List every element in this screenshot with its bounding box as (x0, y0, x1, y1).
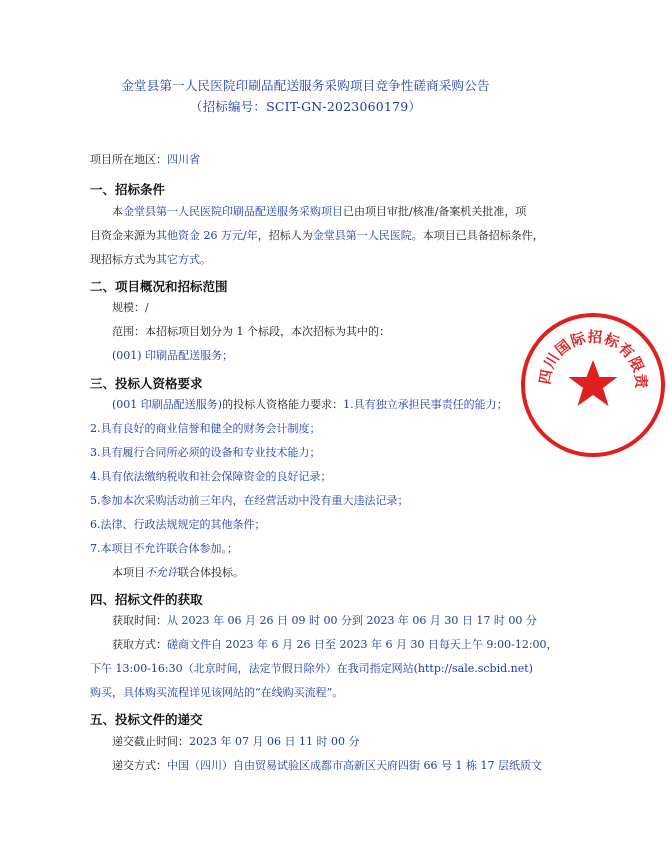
lot-item: (001) 印刷品配送服务； (112, 349, 234, 362)
requirement-3: 3.具有履行合同所必须的设备和专业技术能力； (90, 446, 321, 459)
scale-value: / (145, 301, 149, 314)
document-title: 金堂县第一人民医院印刷品配送服务采购项目竞争性磋商采购公告 (121, 78, 490, 93)
acquire-time-label: 获取时间： (112, 614, 167, 627)
text-fragment: 。 (200, 253, 211, 266)
region-value: 四川省 (167, 153, 200, 166)
text-fragment: 联合体投标。 (178, 566, 244, 579)
text-fragment: 目资金来源为 (90, 229, 156, 242)
scale-label: 规模： (112, 301, 145, 314)
tender-code: （招标编号：SCIT-GN-2023060179） (189, 99, 422, 114)
company-seal-icon (518, 310, 668, 460)
submission-place-line (112, 759, 542, 773)
text-fragment: ，招标人为 (257, 229, 313, 242)
section-3-heading: 三、投标人资格要求 (90, 376, 203, 391)
section-1-line-2 (90, 229, 544, 243)
requirement-5: 5.参加本次采购活动前三年内，在经营活动中没有重大违法记录； (90, 494, 409, 507)
acquire-method-label: 获取方式： (112, 638, 167, 651)
section-2-heading: 二、项目概况和招标范围 (90, 279, 228, 294)
text-fragment: 本项目 (112, 566, 145, 579)
requirement-2: 2.具有良好的商业信誉和健全的财务会计制度； (90, 422, 321, 435)
region-label: 项目所在地区： (90, 153, 167, 166)
consortium-line (112, 566, 244, 580)
requirement-1: 1.具有独立承担民事责任的能力； (343, 398, 508, 411)
deadline-label: 递交截止时间： (112, 735, 189, 748)
submission-place: 中国（四川）自由贸易试验区成都市高新区天府四街 66 号 1 栋 17 层纸质文 (167, 759, 542, 772)
requirement-6: 6.法律、行政法规规定的其他条件； (90, 518, 266, 531)
qualification-intro (112, 398, 508, 412)
tender-method: 其它方式 (156, 253, 200, 266)
text-fragment: 。本项目已具备招标条件， (411, 229, 544, 242)
acquire-time-line (112, 614, 537, 628)
submission-label: 递交方式： (112, 759, 167, 772)
scope-line: 范围：本招标项目划分为 1 个标段，本次招标为其中的： (112, 325, 390, 338)
acquire-method-1: 磋商文件自 2023 年 6 月 26 日至 2023 年 6 月 30 日每天上午 9:00-12:00， (167, 638, 558, 651)
project-region (90, 153, 200, 167)
text-fragment: 本 (112, 205, 123, 218)
section-1-line-1 (112, 205, 526, 219)
section-1-heading: 一、招标条件 (90, 182, 166, 197)
section-4-heading: 四、招标文件的获取 (90, 592, 203, 607)
text-fragment: 已由项目审批/核准/备案机关批准，项 (343, 205, 527, 218)
seal-text: 四川国际招标有限责 (537, 329, 649, 390)
text-fragment: 的投标人资格能力要求： (222, 398, 344, 411)
qualification-lot: (001 印刷品配送服务) (112, 398, 223, 411)
requirement-7: 7.本项目不允许联合体参加。； (90, 542, 238, 555)
acquire-method-line-1 (112, 638, 558, 652)
scale-line (112, 301, 149, 315)
section-5-heading: 五、投标文件的递交 (90, 712, 203, 727)
text-fragment: 现招标方式为 (90, 253, 156, 266)
tenderer-name: 金堂县第一人民医院 (312, 229, 412, 242)
deadline-line (112, 735, 359, 749)
consortium-value: 不允许 (145, 566, 178, 579)
acquire-time-value: 从 2023 年 06 月 26 日 09 时 00 分到 2023 年 06 月 30 日 17 时 00 分 (167, 614, 537, 627)
project-name: 金堂县第一人民医院印刷品配送服务采购项目 (123, 205, 343, 218)
deadline-value: 2023 年 07 月 06 日 11 时 00 分 (189, 735, 360, 748)
requirement-4: 4.具有依法缴纳税收和社会保障资金的良好记录； (90, 470, 332, 483)
funding-source: 其他资金 26 万元/年 (156, 229, 258, 242)
acquire-method-2: 下午 13:00-16:30（北京时间，法定节假日除外）在我司指定网站(http://sale.scbid.net) (90, 662, 533, 675)
acquire-method-3: 购买，具体购买流程详见该网站的“在线购买流程”。 (90, 686, 344, 699)
section-1-line-3 (90, 253, 211, 267)
